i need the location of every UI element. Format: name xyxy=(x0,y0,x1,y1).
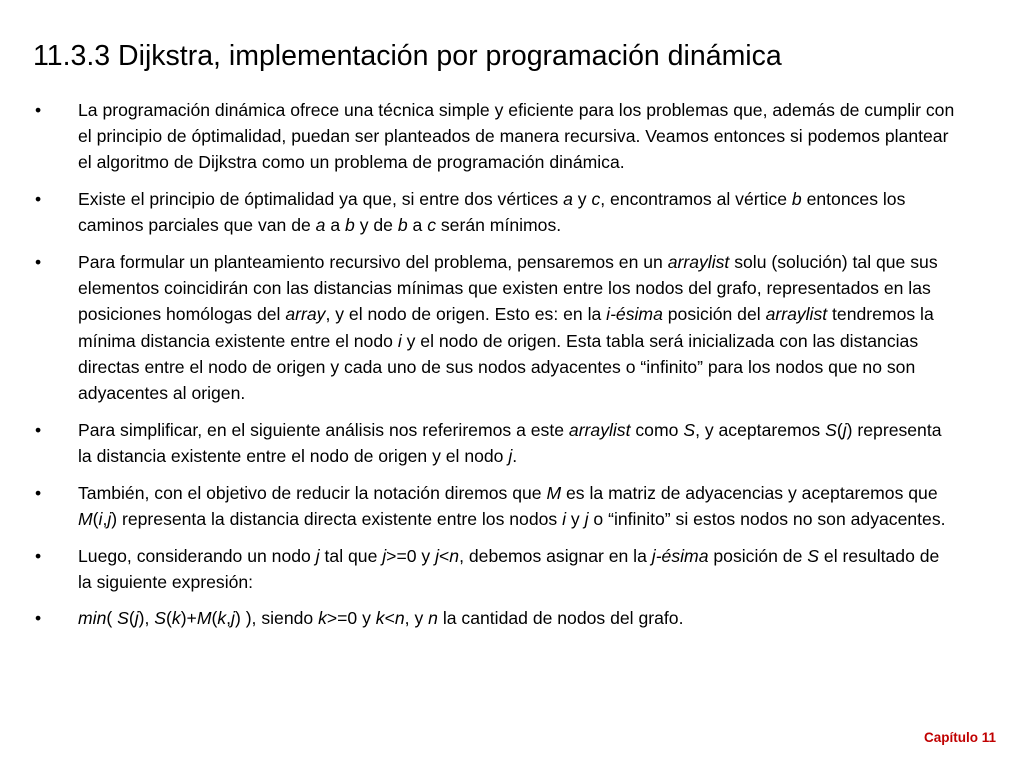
bullet-marker: • xyxy=(35,545,42,566)
page-title: 11.3.3 Dijkstra, implementación por programación dinámica xyxy=(33,40,782,72)
text-run: )+ xyxy=(180,608,197,629)
italic-term: j xyxy=(107,508,112,529)
text-run: , debemos asignar en la xyxy=(459,545,652,566)
text-run: ( xyxy=(106,608,118,629)
bullet-marker: • xyxy=(35,189,42,210)
bullet-item xyxy=(35,97,955,176)
text-run: ) representa la distancia directa existente entre los nodos xyxy=(111,508,563,529)
text-run: y xyxy=(566,508,585,529)
text-run: Existe el principio de óptimalidad ya que, si entre dos vértices xyxy=(78,189,564,210)
italic-term: S xyxy=(683,419,696,440)
bullet-item xyxy=(35,249,955,406)
text-run: y xyxy=(572,189,592,210)
italic-term: k xyxy=(171,608,181,629)
italic-term: j-ésima xyxy=(651,545,709,566)
italic-term: i-ésima xyxy=(606,304,663,325)
italic-term: M xyxy=(546,482,562,503)
text-run: < xyxy=(439,545,450,566)
text-run: a xyxy=(407,215,428,236)
italic-term: j xyxy=(231,608,235,629)
italic-term: M xyxy=(78,508,93,529)
italic-term: j xyxy=(315,545,320,566)
text-run: es la matriz de adyacencias y aceptaremos que xyxy=(561,482,938,503)
italic-term: b xyxy=(791,189,802,210)
text-run: ( xyxy=(211,608,218,629)
italic-term: b xyxy=(397,215,408,236)
text-run: tendremos la mínima distancia existente entre el nodo xyxy=(78,304,934,351)
text-run: < xyxy=(384,608,395,629)
text-run: Para simplificar, en el siguiente análisis nos referiremos a este xyxy=(78,419,569,440)
bullet-marker: • xyxy=(35,252,42,273)
text-run: serán mínimos. xyxy=(436,215,562,236)
italic-term: i xyxy=(98,508,103,529)
text-run: , y aceptaremos xyxy=(695,419,826,440)
italic-term: c xyxy=(591,189,601,210)
text-run: Luego, considerando un nodo xyxy=(78,545,316,566)
text-run: ) representa la distancia existente entre el nodo de origen y el nodo xyxy=(78,419,942,466)
text-run: ), xyxy=(138,608,155,629)
text-run: >=0 y xyxy=(386,545,436,566)
text-run: y el nodo de origen. Esta tabla será inicializada con las distancias directas entre el nodo de origen y cada uno de sus nodos adyacentes o “infinito” para los nodos que no son adyacentes al origen. xyxy=(78,330,919,404)
italic-term: n xyxy=(428,608,438,629)
text-run: o “infinito” si estos nodos no son adyacentes. xyxy=(588,508,946,529)
italic-term: j xyxy=(134,608,139,629)
italic-term: S xyxy=(154,608,167,629)
bullet-list xyxy=(35,97,955,632)
italic-term: j xyxy=(508,445,513,466)
text-run: , y el nodo de origen. Esto es: en la xyxy=(325,304,607,325)
text-run: ( xyxy=(836,419,843,440)
text-run: ( xyxy=(128,608,135,629)
italic-term: j xyxy=(842,419,847,440)
bullet-item xyxy=(35,543,955,595)
italic-term: n xyxy=(394,608,405,629)
text-run: . xyxy=(512,445,518,466)
bullet-item xyxy=(35,480,955,532)
italic-term: S xyxy=(117,608,129,629)
italic-term: i xyxy=(562,508,567,529)
italic-term: n xyxy=(449,545,460,566)
italic-term: j xyxy=(584,508,589,529)
text-run: a xyxy=(325,215,346,236)
text-run: y de xyxy=(354,215,398,236)
italic-term: S xyxy=(825,419,837,440)
bullet-marker: • xyxy=(35,608,42,629)
italic-term: b xyxy=(345,215,355,236)
italic-term: j xyxy=(382,545,387,566)
italic-term: S xyxy=(807,545,820,566)
italic-term: arraylist xyxy=(765,304,828,325)
italic-term: array xyxy=(285,304,326,325)
italic-term: j xyxy=(435,545,440,566)
italic-term: k xyxy=(318,608,327,629)
bullet-marker: • xyxy=(35,100,42,120)
text-run: entonces los caminos parciales que van de xyxy=(78,189,906,236)
text-run: posición de xyxy=(708,545,808,566)
text-run: También, con el objetivo de reducir la notación diremos que xyxy=(78,482,547,503)
bullet-item xyxy=(35,605,955,631)
bullet-item xyxy=(35,186,955,238)
italic-term: min xyxy=(78,608,107,629)
text-run: , xyxy=(226,608,232,629)
italic-term: c xyxy=(427,215,436,236)
chapter-footer: Capítulo 11 xyxy=(923,730,996,745)
text-run: tal que xyxy=(319,545,383,566)
italic-term: a xyxy=(315,215,326,236)
italic-term: a xyxy=(563,189,573,210)
text-run: >=0 y xyxy=(326,608,376,629)
text-run: , encontramos al vértice xyxy=(600,189,792,210)
text-run: La programación dinámica ofrece una técnica simple y eficiente para los problemas que, además de cumplir con el principio de óptimalidad, puedan ser planteados de manera recursiva. Veamos entonces si podemos plantear el algoritmo de Dijkstra como un problema de programación dinámica. xyxy=(78,100,955,173)
text-run: Para formular un planteamiento recursivo del problema, pensaremos en un xyxy=(78,252,668,273)
text-run: ( xyxy=(92,508,99,529)
text-run: , xyxy=(102,508,108,529)
text-run: el resultado de la siguiente expresión: xyxy=(78,545,940,592)
italic-term: arraylist xyxy=(568,419,631,440)
text-run: posición del xyxy=(662,304,766,325)
text-run: solu (solución) tal que sus elementos coincidirán con las distancias mínimas que existen entre los nodos del grafo, representados en las posiciones homólogas del xyxy=(78,252,938,325)
bullet-marker: • xyxy=(35,419,42,440)
text-run: la cantidad de nodos del grafo. xyxy=(437,608,684,629)
italic-term: k xyxy=(375,608,385,629)
bullet-item xyxy=(35,417,955,469)
italic-term: k xyxy=(217,608,227,629)
bullet-marker: • xyxy=(35,482,42,503)
italic-term: i xyxy=(397,330,402,351)
text-run: ) ), siendo xyxy=(234,608,319,629)
text-run: , y xyxy=(404,608,429,629)
text-run: ( xyxy=(166,608,172,629)
text-run: como xyxy=(630,419,684,440)
italic-term: M xyxy=(196,608,212,629)
italic-term: arraylist xyxy=(667,252,730,273)
